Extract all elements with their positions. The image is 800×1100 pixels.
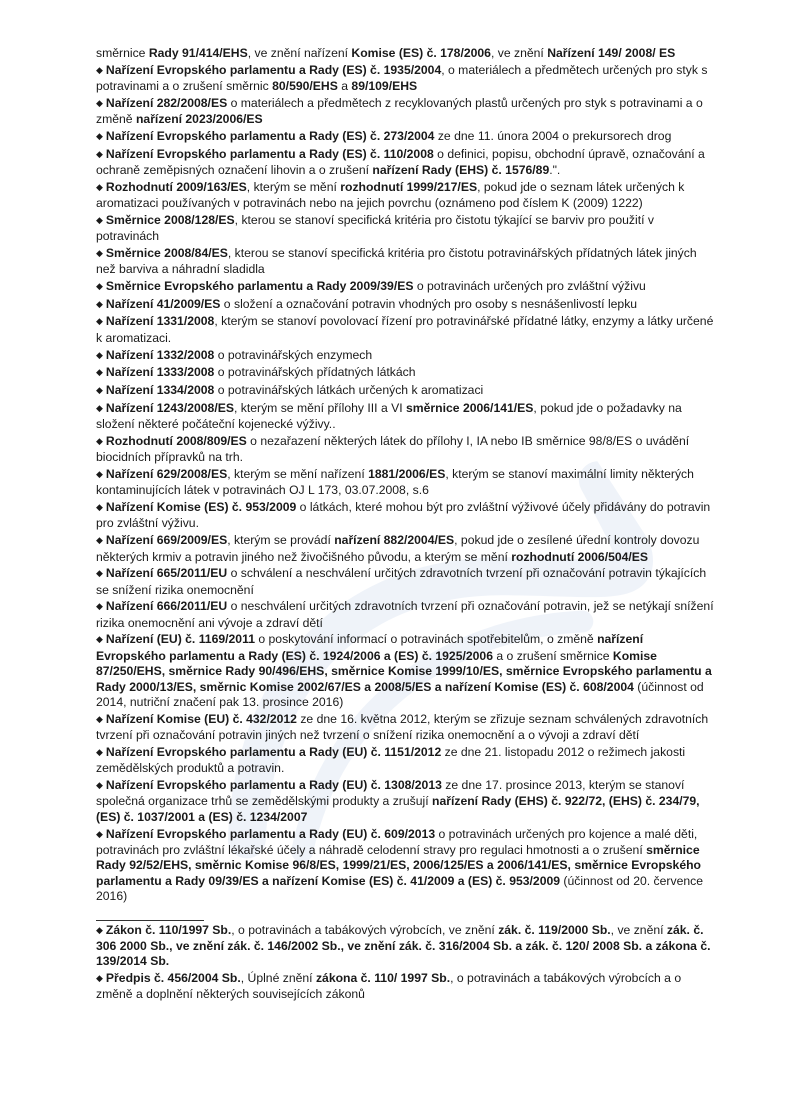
footnote-divider [96, 920, 204, 921]
entry-text: ze dne 21. listopadu 2012 o režimech jakosti zemědělských produktů a potravin. [96, 744, 686, 776]
entry-text: ze dne 16. května 2012, kterým se zřizuje seznam schválených zdravotních tvrzení při označování potravin jiných než tvrzení o snížení rizika onemocnění a o vývoji a zdraví dětí [96, 711, 709, 743]
citation-bold-text: Nařízení Evropského parlamentu a Rady (ES) č. 1935/2004 [105, 62, 442, 77]
bullet-diamond-icon: ◆ [96, 214, 103, 225]
regulation-entry [96, 500, 714, 532]
bullet-diamond-icon: ◆ [96, 384, 103, 395]
bullet-diamond-icon: ◆ [96, 568, 103, 579]
bullet-diamond-icon: ◆ [96, 281, 103, 292]
entry-text: , kterým se provádí [227, 533, 335, 548]
regulation-entry [96, 63, 714, 95]
citation-bold-text: Nařízení Komise (EU) č. 432/2012 [105, 711, 297, 726]
entry-text: o materiálech a předmětech z recyklovaných plastů určených pro styk s potravinami a o změně [96, 95, 703, 127]
citation-bold-text: 80/590/EHS [272, 79, 338, 94]
citation-bold-text: Komise 87/250/EHS, směrnice Rady 90/496/EHS, směrnice Komise 1999/10/ES, směrnice Evropského parlamentu a Rady 2000/13/ES, směrnic Komise 2002/67/ES a 2008/5/ES a nařízení Komise (ES) č. 608/2004 [96, 648, 712, 694]
regulation-entry [96, 566, 714, 598]
citation-bold-text: rozhodnutí 2006/504/ES [511, 549, 649, 564]
citation-bold-text: rozhodnutí 1999/217/ES [340, 179, 478, 194]
citation-bold-text: Směrnice Evropského parlamentu a Rady 2009/39/ES [105, 279, 414, 294]
bullet-diamond-icon: ◆ [96, 746, 103, 757]
bullet-diamond-icon: ◆ [96, 148, 103, 159]
citation-bold-text: Nařízení 665/2011/EU [105, 566, 228, 581]
citation-bold-text: Nařízení 669/2009/ES [105, 533, 228, 548]
regulation-entry [96, 46, 714, 61]
entry-text: , ve znění nařízení [247, 46, 352, 60]
citation-bold-text: zákona č. 110/ 1997 Sb. [315, 971, 451, 986]
citation-bold-text: nařízení Evropského parlamentu a Rady (ES) č. 1924/2006 a (ES) č. 1925/2006 [96, 632, 644, 663]
entry-text: a o zrušení směrnice [492, 648, 613, 663]
regulation-entry [96, 632, 714, 710]
regulation-entry [96, 533, 714, 565]
citation-bold-text: Nařízení 1243/2008/ES [105, 400, 234, 415]
entry-text: o látkách, které mohou být pro zvláštní výživové účely přidávány do potravin pro zvláštní výživu. [96, 500, 711, 531]
regulation-entry [96, 599, 714, 631]
citation-bold-text: 89/109/EHS [351, 79, 418, 94]
citation-bold-text: Nařízení 1331/2008 [105, 314, 215, 329]
bullet-diamond-icon: ◆ [96, 468, 103, 479]
entry-text: , pokud jde o požadavky na složení některé počáteční kojenecké výživy.. [96, 400, 682, 432]
regulation-entry [96, 96, 714, 128]
regulation-entry [96, 279, 714, 295]
regulation-entry [96, 383, 714, 399]
citation-bold-text: Nařízení 1334/2008 [105, 382, 215, 397]
citation-bold-text: Předpis č. 456/2004 Sb. [105, 971, 241, 986]
bullet-diamond-icon: ◆ [96, 535, 103, 546]
regulation-entry [96, 129, 714, 145]
entry-text: , pokud jde o zesílené úřední kontroly dovozu některých krmiv a potravin jiného než živočišného původu, a kterým se mění [96, 533, 700, 564]
citation-bold-text: Nařízení Evropského parlamentu a Rady (EU) č. 1151/2012 [105, 744, 442, 759]
citation-bold-text: Nařízení Komise (ES) č. 953/2009 [105, 500, 297, 515]
bullet-diamond-icon: ◆ [96, 402, 103, 413]
entry-text: o potravinách určených pro kojence a malé děti, potravinách pro zvláštní lékařské účely a náhradě celodenní stravy pro regulaci hmotnosti a o zrušení [96, 826, 698, 857]
bullet-diamond-icon: ◆ [96, 435, 103, 446]
bullet-diamond-icon: ◆ [96, 502, 103, 513]
entry-text: , kterou se stanoví specifická kritéria pro čistotu potravinářských přídatných látek jiných než barviva a náhradní sladidla [96, 245, 697, 277]
regulation-entry [96, 401, 714, 433]
bullet-diamond-icon: ◆ [96, 130, 103, 141]
bullet-diamond-icon: ◆ [96, 247, 103, 258]
entry-text: o potravinářských přídatných látkách [214, 365, 416, 380]
entry-text: a [337, 79, 352, 94]
regulation-entry [96, 213, 714, 245]
entry-text: o neschválení určitých zdravotních tvrzení při označování potravin, jež se netýkají snížení rizika onemocnění ani vývoje a zdraví dětí [96, 599, 714, 630]
citation-bold-text: Nařízení Evropského parlamentu a Rady (ES) č. 110/2008 [105, 146, 434, 161]
citation-bold-text: Nařízení (EU) č. 1169/2011 [105, 632, 255, 647]
citation-bold-text: Nařízení 41/2009/ES [105, 296, 221, 311]
bullet-diamond-icon: ◆ [96, 973, 103, 984]
footnote-list [96, 923, 714, 1003]
citation-bold-text: nařízení 2023/2006/ES [135, 112, 263, 127]
regulation-entry [96, 180, 714, 212]
citation-bold-text: Směrnice 2008/84/ES [105, 245, 228, 260]
entry-text: (účinnost od 2014, nutriční značení pak 13. prosince 2016) [96, 679, 704, 710]
entry-text: , o potravinách a tabákových výrobcích a o změně a doplnění některých souvisejících zákonů [96, 971, 682, 1002]
bullet-diamond-icon: ◆ [96, 924, 103, 935]
citation-bold-text: zák. č. 306 2000 Sb., ve znění zák. č. 146/2002 Sb., ve znění zák. č. 316/2004 Sb. a zák. č. 120/ 2008 Sb. a zákona č. 139/2014 Sb. [96, 922, 711, 969]
citation-bold-text: Rozhodnutí 2009/163/ES [105, 179, 247, 194]
regulation-entries [96, 46, 714, 905]
regulation-entry [96, 745, 714, 777]
citation-bold-text: Směrnice 2008/128/ES [105, 212, 235, 227]
regulation-entry [96, 778, 714, 825]
entry-text: , o materiálech a předmětech určených pro styk s potravinami a o zrušení směrnic [96, 62, 708, 94]
citation-bold-text: Nařízení 666/2011/EU [105, 599, 228, 614]
entry-text: o potravinářských enzymech [214, 347, 373, 362]
citation-bold-text: Nařízení Evropského parlamentu a Rady (ES) č. 273/2004 [105, 128, 435, 143]
citation-bold-text: Nařízení 282/2008/ES [105, 95, 228, 110]
entry-text: , ve znění [610, 922, 667, 937]
regulation-entry [96, 434, 714, 466]
entry-text: o potravinách určených pro zvláštní výživu [413, 279, 646, 294]
footnote-entry [96, 923, 714, 970]
citation-bold-text: Nařízení 149/ 2008/ ES [547, 46, 676, 60]
citation-bold-text: 1881/2006/ES [368, 466, 446, 481]
citation-bold-text: směrnice Rady 92/52/EHS, směrnic Komise 96/8/ES, 1999/21/ES, 2006/125/ES a 2006/141/ES, směrnice Evropského parlamentu a Rady 09/39/ES a nařízení Komise (ES) č. 41/2009 a (ES) č. 953/2009 [96, 842, 702, 888]
entry-text: , ve znění [490, 46, 548, 60]
citation-bold-text: Zákon č. 110/1997 Sb. [105, 922, 232, 937]
entry-text: , kterým se mění nařízení [227, 466, 369, 481]
regulation-entry [96, 827, 714, 905]
bullet-diamond-icon: ◆ [96, 780, 103, 790]
entry-text: směrnice [96, 46, 149, 60]
regulation-entry [96, 712, 714, 744]
regulation-entry [96, 147, 714, 179]
regulation-entry [96, 246, 714, 278]
entry-text: .". [549, 163, 561, 178]
citation-bold-text: Nařízení Evropského parlamentu a Rady (EU) č. 609/2013 [105, 826, 436, 841]
entry-text: o nezařazení některých látek do přílohy I, IA nebo IB směrnice 98/8/ES o uvádění biocidních přípravků na trh. [96, 433, 690, 465]
regulation-entry [96, 365, 714, 381]
bullet-diamond-icon: ◆ [96, 181, 103, 192]
citation-bold-text: nařízení 882/2004/ES [334, 533, 455, 548]
bullet-diamond-icon: ◆ [96, 367, 103, 378]
regulation-entry [96, 348, 714, 364]
citation-bold-text: nařízení Rady (EHS) č. 922/72, (EHS) č. 234/79, (ES) č. 1037/2001 a (ES) č. 1234/2007 [96, 794, 700, 824]
citation-bold-text: Nařízení Evropského parlamentu a Rady (EU) č. 1308/2013 [105, 778, 442, 792]
citation-bold-text: nařízení Rady (EHS) č. 1576/89 [372, 163, 550, 178]
bullet-diamond-icon: ◆ [96, 828, 103, 839]
citation-bold-text: směrnice 2006/141/ES [406, 400, 534, 415]
citation-bold-text: Komise (ES) č. 178/2006 [351, 46, 491, 60]
entry-text: , kterým se mění [246, 179, 341, 194]
regulation-entry [96, 467, 714, 499]
bullet-diamond-icon: ◆ [96, 298, 103, 309]
entry-text: o poskytování informací o potravinách spotřebitelům, o změně [254, 632, 598, 647]
legislation-list [96, 46, 714, 1004]
regulation-entry [96, 314, 714, 346]
bullet-diamond-icon: ◆ [96, 64, 103, 75]
entry-text: o schválení a neschválení určitých zdravotních tvrzení při označování potravin týkajících se snížení rizika onemocnění [96, 566, 707, 597]
entry-text: (účinnost od 20. července 2016) [96, 873, 703, 904]
entry-text: ze dne 17. prosince 2013, kterým se stanoví společná organizace trhů se zemědělskými produkty a zrušují [96, 778, 685, 809]
entry-text: o definici, popisu, obchodní úpravě, označování a ochraně zeměpisných označení lihovin a o zrušení [96, 146, 705, 178]
citation-bold-text: zák. č. 119/2000 Sb. [498, 922, 611, 937]
entry-text: , kterým se stanoví povolovací řízení pro potravinářské přídatné látky, enzymy a látky určené k aromatizaci. [96, 314, 714, 345]
citation-bold-text: Nařízení 1332/2008 [105, 347, 215, 362]
entry-text: , o potravinách a tabákových výrobcích, ve znění [231, 922, 499, 937]
entry-text: , kterým se mění přílohy III a VI [233, 400, 407, 415]
citation-bold-text: Rady 91/414/EHS [148, 46, 248, 60]
citation-bold-text: Rozhodnutí 2008/809/ES [105, 433, 247, 448]
entry-text: , pokud jde o seznam látek určených k aromatizaci používaných v potravinách nebo na jejich povrchu (oznámeno pod číslem K (2009) 1222) [96, 179, 685, 211]
bullet-diamond-icon: ◆ [96, 97, 103, 108]
bullet-diamond-icon: ◆ [96, 713, 103, 724]
entry-text: ze dne 11. února 2004 o prekursorech drog [434, 128, 672, 143]
regulation-entry [96, 297, 714, 313]
entry-text: , kterým se stanoví maximální limity některých kontaminujících látek v potravinách OJ L 173, 03.07.2008, s.6 [96, 466, 694, 498]
entry-text: o složení a označování potravin vhodných pro osoby s nesnášenlivostí lepku [220, 296, 638, 311]
citation-bold-text: Nařízení 629/2008/ES [105, 466, 228, 481]
bullet-diamond-icon: ◆ [96, 634, 103, 645]
entry-text: o potravinářských látkách určených k aromatizaci [214, 382, 484, 397]
entry-text: , Úplné znění [240, 971, 316, 986]
bullet-diamond-icon: ◆ [96, 349, 103, 360]
bullet-diamond-icon: ◆ [96, 601, 103, 612]
footnote-entry [96, 971, 714, 1003]
entry-text: , kterou se stanoví specifická kritéria pro čistotu týkající se barviv pro použití v potravinách [96, 212, 654, 244]
citation-bold-text: Nařízení 1333/2008 [105, 365, 215, 380]
bullet-diamond-icon: ◆ [96, 316, 103, 327]
